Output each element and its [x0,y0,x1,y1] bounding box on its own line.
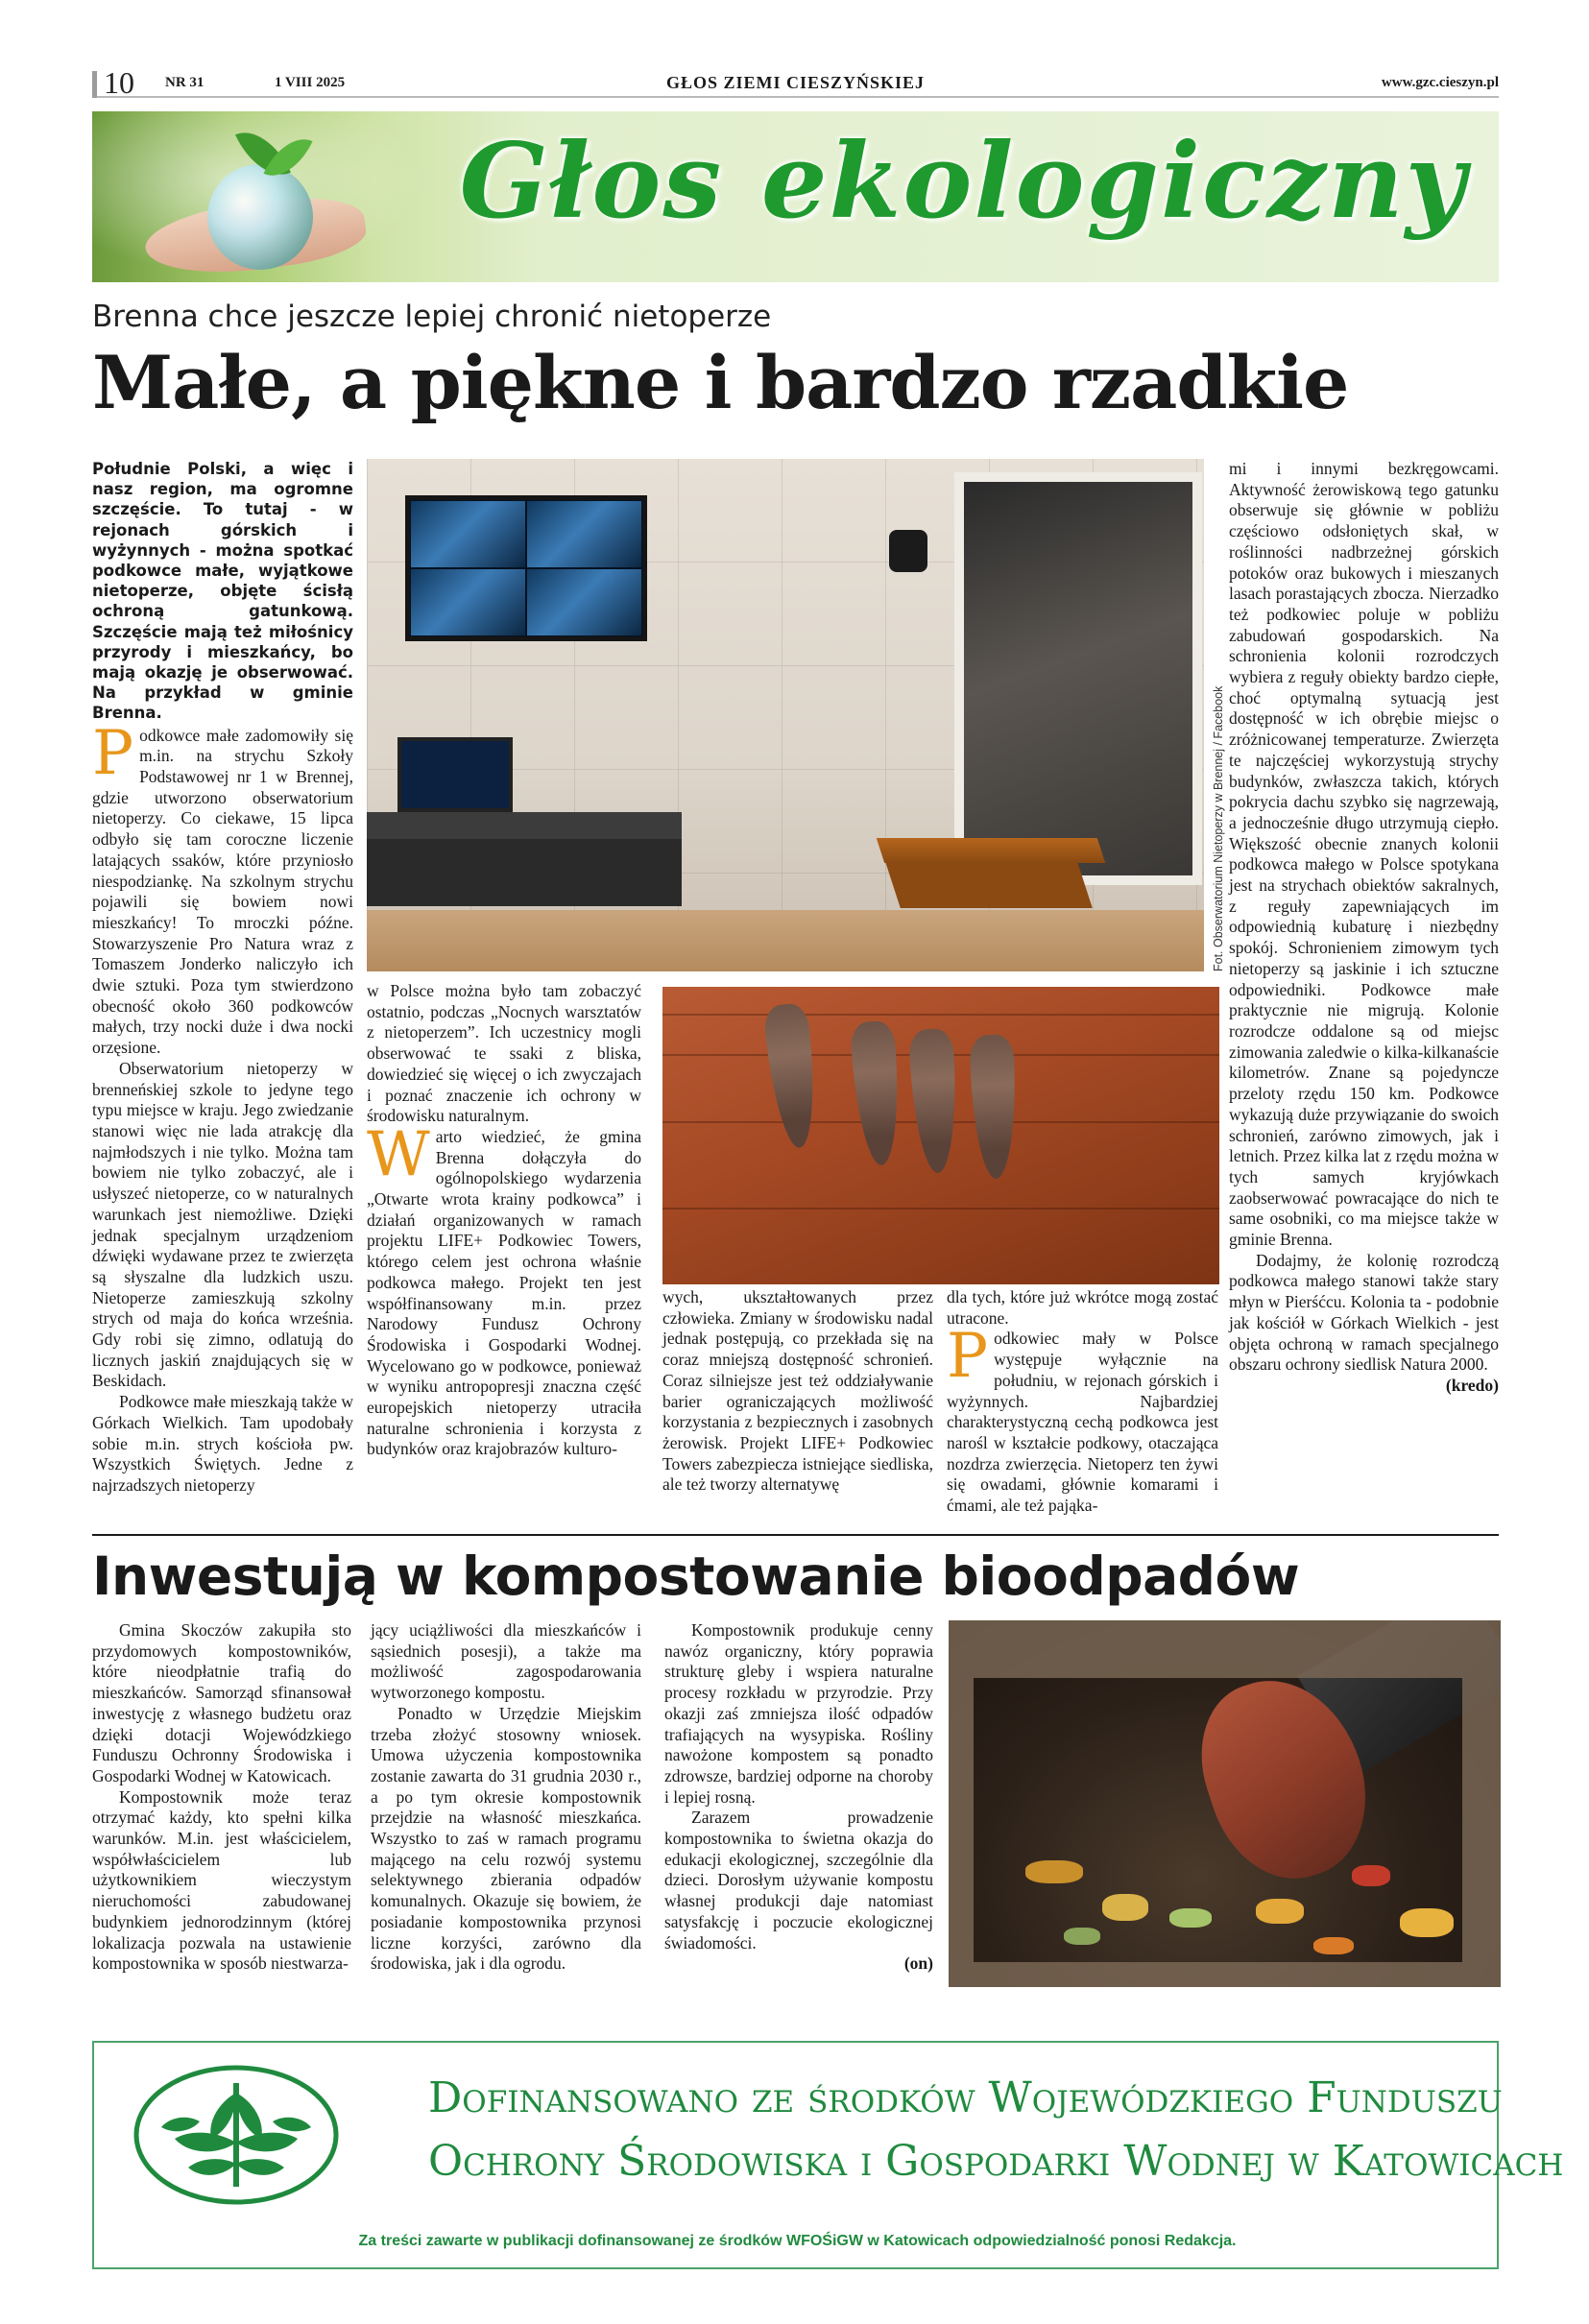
website-url[interactable]: www.gzc.cieszyn.pl [1381,75,1499,90]
article-paragraph: Ponadto w Urzędzie Miejskim trzeba złożyć stosowny wniosek. Umowa użyczenia kompostownika zostanie zawarta do 31 grudnia 2030 r., a po tym okresie kompostownik przejdzie na własność mieszkańca. Wszystko to zaś w ramach programu mającego na celu rozwój systemu selektywnego zbierania odpadów komunalnych. Okazuje się bowiem, że posiadanie kompostownika przynosi liczne korzyści, zarówno dla środowiska, jak i dla ogrodu. [371,1703,641,1974]
wfosigw-leaf-logo [132,2064,340,2206]
article-paragraph: Warto wiedzieć, że gmina Brenna dołączyła do ogólnopolskiego wydarzenia „Otwarte wrota krainy podkowca” i działań organizowanych w ramach projektu LIFE+ Podkowiec Towers, którego celem jest ochrona właśnie podkowca małego. Projekt ten jest współfinansowany m.in. przez Narodowy Fundusz Ochrony Środowiska i Gospodarki Wodnej. Wycelowano go w podkowce, ponieważ w wyniku antropopresji znaczna część europejskich nietoperzy utraciła naturalne schronienia i korzysta z budynków oraz krajobrazów kulturo- [367,1118,641,1459]
drop-cap: W [367,1118,430,1190]
article-column-5 [1229,459,1499,1397]
page-header [92,65,1499,100]
sponsor-line-1: Dofinansowano ze środków Wojewódzkiego Funduszu [428,2073,1503,2122]
article-column-2 [367,981,641,1460]
article-paragraph: Podkowce małe mieszkają także w Górkach Wielkich. Tam upodobały sobie m.in. strych kościoła pw. Wszystkich Świętych. Jedne z najrzadszych nietoperzy [92,1392,353,1495]
photo-credit: Fot. Obserwatorium Nietoperzy w Brennej / Facebook [1212,685,1225,971]
article-paragraph: dla tych, które już wkrótce mogą zostać utracone. [947,1287,1218,1328]
bat [969,1034,1018,1180]
article-paragraph: mi i innymi bezkręgowcami. Aktywność żerowiskową tego gatunku obserwuje się głównie w pobliżu częściowo odsłoniętych skał, w roślinności nadbrzeżnej górskich potoków oraz bukowych i mieszanych lasach porastających zbocza. Nierzadko też podkowiec poluje w pobliżu zabudowań gospodarskich. Na schronienia kolonii rozrodczych wybiera z reguły obiekty bardzo ciepłe, choć optymalną sytuacją jest dostępność w ich obrębie miejsc o zróżnicowanej temperaturze. Zwierzęta te najczęściej wykorzystują strychy budynków, zwłaszcza takich, których pokrycia dachu szybko się nagrzewają, a jednocześnie długo utrzymują ciepło. Większość obecnie znanych kolonii podkowca małego w Polsce spotykana jest na strychach obiektów sakralnych, z reguły zapewniających im odpowiednią kubaturę i niezbędny spokój. Schronieniem zimowym tych nietoperzy są jaskinie i ich sztuczne odpowiedniki. Podkowce małe praktycznie nie migrują. Kolonie rozrodcze oddalone są od miejsc zimowania zaledwie o kilka-kilkanaście kilometrów. Znane są pojedyncze przeloty rzędu 150 km. Podkowce wykazują duże przywiązanie do swoich schronień, zarówno zimowych, jak i letnich. Przez kilka lat z rzędu można w tych samych kryjówkach zaobserwować powracające do nich te same osobniki, co ma miejsce także w gminie Brenna. [1229,459,1499,1250]
article-paragraph: w Polsce można było tam zobaczyć ostatnio, podczas „Nocnych warsztatów z nietoperzem”. Ich uczestnicy mogli obserwować te ssaki z bliska, dowiedzieć się więcej o ich zwyczajach i poznać znaczenie ich ochrony w środowisku naturalnym. [367,981,641,1126]
speaker-icon [889,530,927,572]
laptop [397,737,513,812]
sponsor-disclaimer: Za treści zawarte w publikacji dofinansowanej ze środków WFOŚiGW w Katowicach odpowiedzialność ponosi Redakcja. [358,2233,1237,2249]
article-column-1 [92,459,353,1497]
article-headline: Małe, a piękne i bardzo rzadkie [92,340,1349,425]
author-signature: (on) [903,1953,933,1974]
hanging-bats-photo [662,987,1219,1284]
article-paragraph: Gmina Skoczów zakupiła sto przydomowych kompostowników, które nieodpłatnie trafią do mieszkańców. Samorząd sfinansował inwestycję z własnego budżetu oraz dzięki dotacji Wojewódzkiego Funduszu Ochronny Środowiska i Gospodarki Wodnej w Katowicach. [92,1620,351,1785]
article-lead: Południe Polski, a więc i nasz region, ma ogromne szczęście. To tutaj - w rejonach górskich i wyżynnych - można spotkać podkowce małe, wyjątkowe nietoperze, objęte ścisłą ochroną gatunkową. Szczęście mają też miłośnicy przyrody i mieszkańcy, bo mają okazję je obserwować. Na przykład w gminie Brenna. [92,460,353,723]
article-column-1 [92,1620,351,1975]
author-signature: (kredo) [1445,1375,1499,1395]
drop-cap: P [947,1321,989,1393]
bat [762,1002,821,1150]
compost-bin-photo [949,1620,1501,1987]
masthead: GŁOS ZIEMI CIESZYŃSKIEJ [665,73,926,92]
article-paragraph: Obserwatorium nietoperzy w brenneńskiej szkole to jedyne tego typu miejsce w kraju. Jego zwiedzanie stanowi więc nie lada atrakcję dla najmłodszych i nie tylko. Można tam bowiem nie tylko zobaczyć, ale i usłyszeć nietoperze, co w naturalnych warunkach jest niemożliwe. Dzięki jednak specjalnym urządzeniom dźwięki wydawane przez te zwierzęta są słyszalne dla ludzkich uszu. Nietoperze zamieszkują szkolny strych od maja do końca września. Gdy robi się zimno, odlatują do licznych jaskiń znajdujących się w Beskidach. [92,1058,353,1391]
article-column-4 [947,1287,1218,1517]
article-paragraph: Podkowiec mały w Polsce występuje wyłącznie na południu, w rejonach górskich i wyżynnych. Najbardziej charakterystyczną cechą podkowca jest narośl w kształcie podkowy, otaczająca nozdrza zwierzęcia. Nietoperz ten żywi się owadami, głównie komarami i ćmami, ale też pająka- [947,1321,1218,1516]
article-kicker: Brenna chce jeszcze lepiej chronić nietoperze [92,299,772,334]
issue-date: 1 VIII 2025 [275,75,346,90]
section-banner [92,111,1499,282]
article-paragraph: Kompostownik produkuje cenny nawóz organiczny, który poprawia strukturę gleby i wspiera naturalne procesy rozkładu w przyrodzie. Przy okazji zaś zmniejsza ilość odpadów trafiających na wysypiska. Rośliny nawożone kompostem są ponadto zdrowsze, bardziej odporne na choroby i lepiej rosną. [664,1620,933,1807]
article-paragraph: Kompostownik może teraz otrzymać każdy, kto spełni kilka warunków. M.in. jest właścicielem, współwłaścicielem lub użytkownikiem wieczystym nieruchomości zabudowanej budynkiem jednorodzinnym (której lokalizacja pozwala na ustawienie kompostownika w sposób niestwarza- [92,1786,351,1974]
article-paragraph: jący uciążliwości dla mieszkańców i sąsiednich posesji), a także ma możliwość zagospodarowania wytworzonego kompostu. [371,1620,641,1703]
article-column-3 [662,1287,933,1496]
section-divider [92,1534,1499,1536]
globe-image [207,164,313,270]
drop-cap: P [92,717,134,789]
observatory-room-photo [367,459,1204,971]
compost-bin-frame [949,1620,1501,1987]
article-column-2 [371,1620,641,1975]
article-paragraph: Dodajmy, że kolonię rozrodczą podkowca małego stanowi także stary młyn w Pierśćcu. Kolonia ta - podobnie jak kościół w Górkach Wielkich - jest objęta ochroną w ramach specjalnego obszaru ochrony siedlisk Natura 2000. [1229,1250,1499,1375]
monitor-screen [405,495,647,641]
issue-number: NR 31 [165,75,205,90]
article-paragraph: Podkowce małe zadomowiły się m.in. na strychu Szkoły Podstawowej nr 1 w Brennej, gdzie utworzono obserwatorium nietoperzy. Co ciekawe, 15 lipca odbyło się tam coroczne liczenie latających ssaków, które przyniosło niespodziankę. Na szkolnym strychu pojawili się bowiem nowi mieszkańcy! To mroczki późne. Stowarzyszenie Pro Natura wraz z Tomaszem Jonderko naliczyło ich dwie sztuki. Poza tym stwierdzono obecność około 360 podkowców małych, trzy nocki duże i dwa nocki orzęsione. [92,717,353,1058]
sponsor-line-2: Ochrony Środowiska i Gospodarki Wodnej w Katowicach [428,2137,1564,2186]
wooden-bench [877,838,1105,863]
article-headline: Inwestują w kompostowanie bioodpadów [92,1545,1300,1607]
page-number: 10 [104,65,134,100]
section-title: Głos ekologiczny [459,121,1468,242]
article-paragraph: wych, ukształtowanych przez człowieka. Zmiany w środowisku nadal jednak postępują, co przekłada się na coraz mniejszą dostępność schronień. Coraz silniejsze jest też oddziaływanie barier ograniczających możliwość korzystania z bezpiecznych i zasobnych żerowisk. Projekt LIFE+ Podkowiec Towers zabezpiecza istniejące siedliska, ale też tworzy alternatywę [662,1287,933,1495]
attic-window [954,472,1202,885]
sponsor-box [92,2041,1564,2269]
article-paragraph: Zarazem prowadzenie kompostownika to świetna okazja do edukacji ekologicznej, szczególnie dla dzieci. Dorosłym używanie kompostu własnej produkcji daje natomiast satysfakcję i poczucie ekologicznej świadomości. [664,1808,933,1953]
bat [908,1028,960,1174]
bat [850,1020,903,1167]
article-column-3 [664,1620,933,1975]
